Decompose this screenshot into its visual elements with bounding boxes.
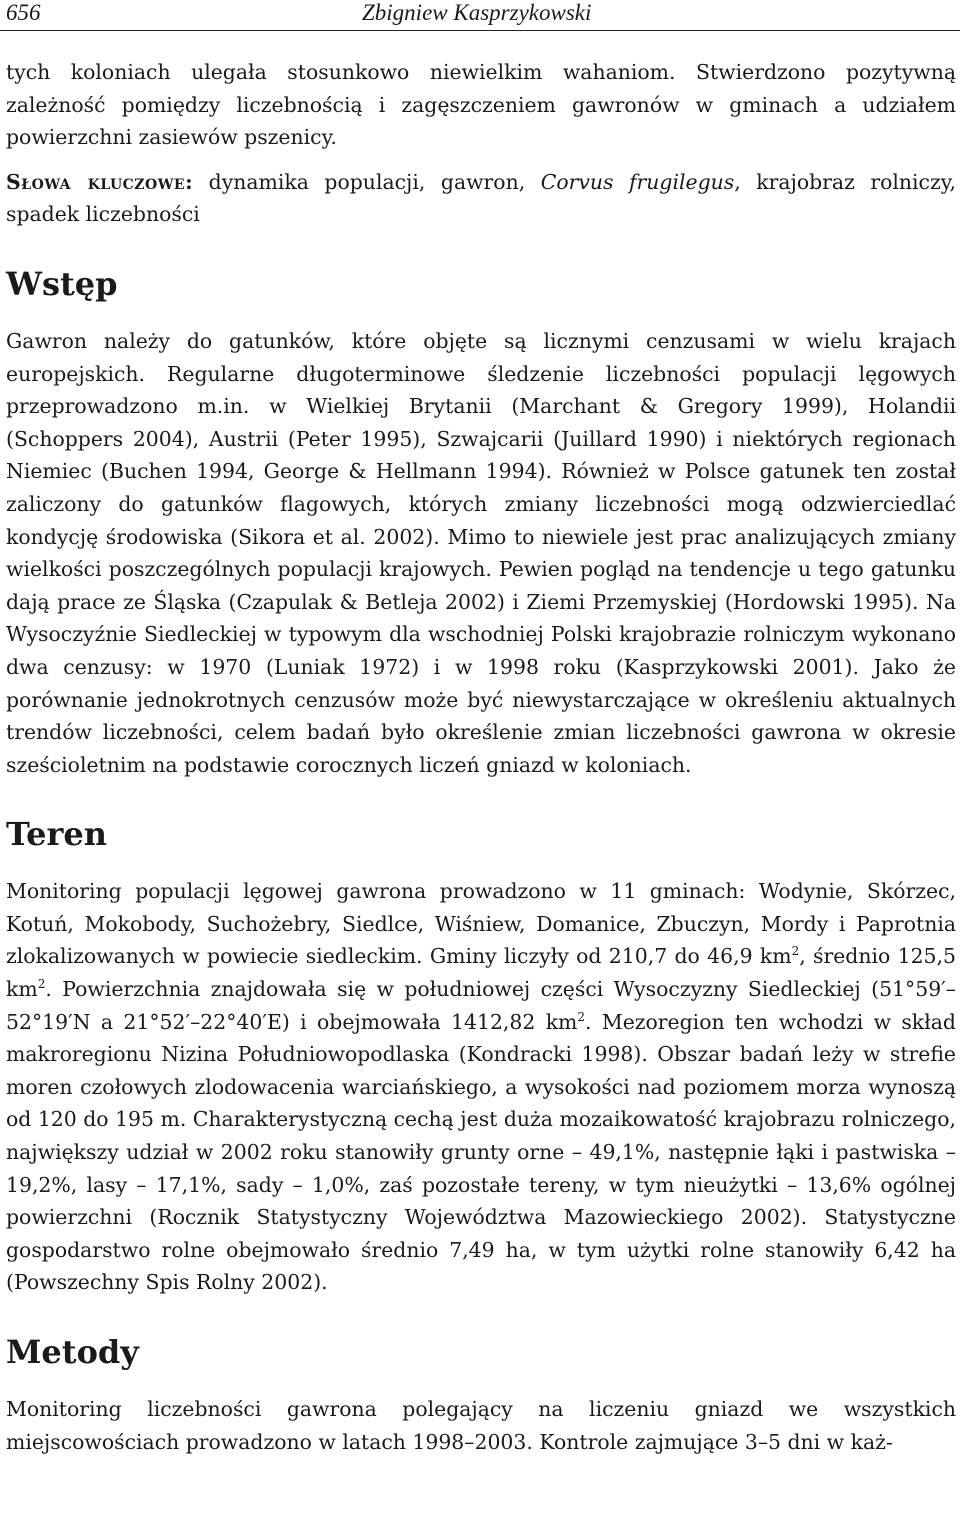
running-author: Zbigniew Kasprzykowski	[362, 0, 592, 25]
area-sup-3: 2	[577, 1009, 586, 1024]
body-text	[6, 56, 956, 1458]
page-number: 656	[6, 0, 41, 25]
keywords-label: Słowa kluczowe:	[6, 169, 194, 194]
area-text-2: , średnio 125,5 km	[6, 944, 956, 1002]
intro-paragraph: Gawron należy do gatunków, które objęte są licznymi cenzusami w wielu krajach europejskich. Regularne długoterminowe śledzenie liczebności populacji lęgowych przeprowadzono m.in. w Wielkiej Brytanii (Marchant & Gregory 1999), Holandii (Schoppers 2004), Austrii (Peter 1995), Szwajcarii (Juillard 1990) i niektórych regionach Niemiec (Buchen 1994, George & Hellmann 1994). Również w Polsce gatunek ten został zaliczony do gatunków flagowych, których zmiany liczebności mogą odzwierciedlać kondycję środowiska (Sikora et al. 2002). Mimo to niewiele jest prac analizujących zmiany wielkości poszczególnych populacji krajowych. Pewien pogląd na tendencje u tego gatunku dają prace ze Śląska (Czapulak & Betleja 2002) i Ziemi Przemyskiej (Hordowski 1995). Na Wysoczyźnie Siedleckiej w typowym dla wschodniej Polski krajobrazie rolniczym wykonano dwa cenzusy: w 1970 (Luniak 1972) i w 1998 roku (Kasprzykowski 2001). Jako że porównanie jednokrotnych cenzusów może być niewystarczające w określeniu aktualnych trendów liczebności, celem badań było określenie zmian liczebności gawrona w okresie sześcioletnim na podstawie corocznych liczeń gniazd w koloniach.	[6, 328, 956, 777]
heading-intro: Wstęp	[6, 264, 118, 303]
heading-area: Teren	[6, 815, 107, 854]
keywords	[6, 166, 956, 231]
area-text-1: Monitoring populacji lęgowej gawrona prowadzono w 11 gminach: Wodynie, Skórzec, Kotuń, Mokobody, Suchożebry, Siedlce, Wiśniew, Domanice, Zbuczyn, Mordy i Paprotnia zlokalizowanych w powiecie siedleckim. Gminy liczyły od 210,7 do 46,9 km	[6, 879, 956, 969]
methods-paragraph: Monitoring liczebności gawrona polegający na liczeniu gniazd we wszystkich miejscowościach prowadzono w latach 1998–2003. Kontrole zajmujące 3–5 dni w każ-	[6, 1397, 956, 1454]
abstract-end: tych koloniach ulegała stosunkowo niewielkim wahaniom. Stwierdzono pozytywną zależność pomiędzy liczebnością i zagęszczeniem gawronów w gminach a udziałem powierzchni zasiewów pszenicy.	[6, 60, 956, 150]
area-sup-2: 2	[37, 977, 46, 992]
area-sup-1: 2	[791, 944, 800, 959]
keywords-text-after: , krajobraz rolniczy, spadek liczebności	[6, 169, 956, 227]
area-text-4: . Mezoregion ten wchodzi w skład makroregionu Nizina Południowopodlaska (Kondracki 1998). Obszar badań leży w strefie moren czołowych zlodowacenia warciańskiego, a wysokości nad poziomem morza wynoszą od 120 do 195 m. Charakterystyczną cechą jest duża mozaikowatość krajobrazu rolniczego, największy udział w 2002 roku stanowiły grunty orne – 49,1%, następnie łąki i pastwiska – 19,2%, lasy – 17,1%, sady – 1,0%, zaś pozostałe tereny, w tym nieużytki – 13,6% ogólnej powierzchni (Rocznik Statystyczny Województwa Mazowieckiego 2002). Statystyczne gospodarstwo rolne obejmowało średnio 7,49 ha, w tym użytki rolne stanowiły 6,42 ha (Powszechny Spis Rolny 2002).	[6, 1009, 956, 1295]
keywords-species: Corvus frugilegus	[540, 169, 735, 194]
heading-methods: Metody	[6, 1333, 139, 1371]
area-text-3: . Powierzchnia znajdowała się w południowej części Wysoczyzny Siedleckiej (51°59′–52°19′N a 21°52′–22°40′E) i obejmowała 1412,82 km	[6, 977, 956, 1034]
area-paragraph	[6, 875, 956, 1299]
keywords-text-before: dynamika populacji, gawron,	[193, 169, 541, 194]
running-header	[0, 0, 960, 31]
